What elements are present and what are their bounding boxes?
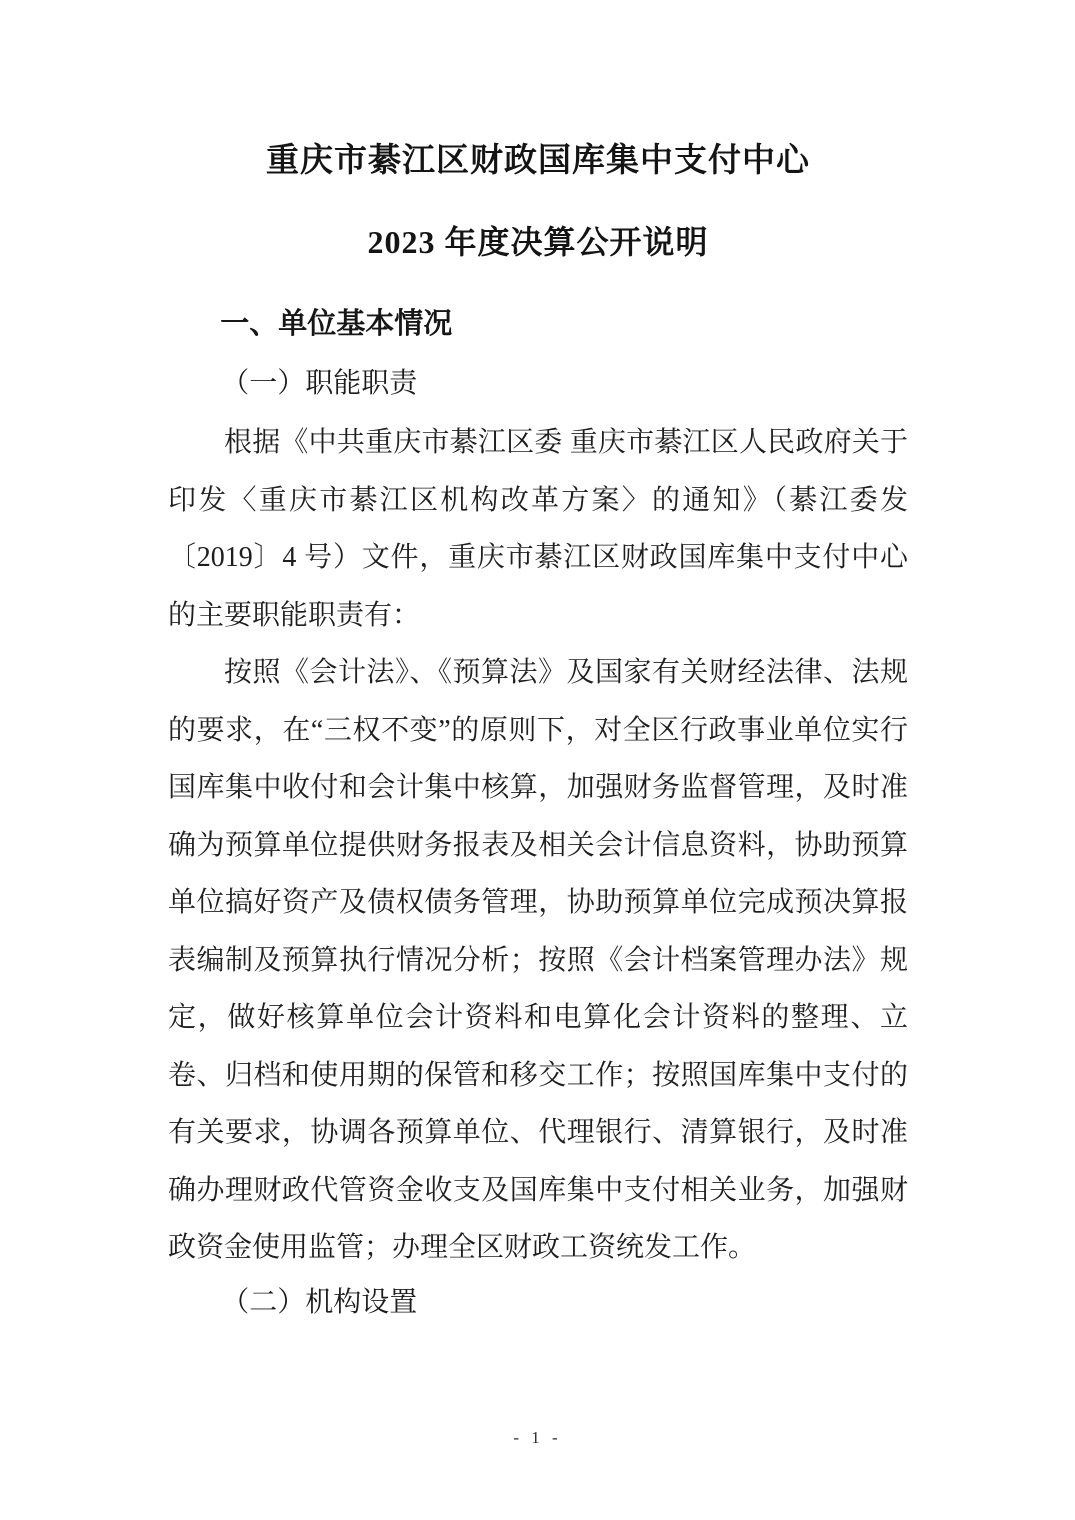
subsection-heading-functions: （一）职能职责 [221, 368, 418, 399]
paragraph-functions-basis: 根据《中共重庆市綦江区委 重庆市綦江区人民政府关于印发〈重庆市綦江区机构改革方案〉的通知》（綦江委发〔2019〕4 号）文件，重庆市綦江区财政国库集中支付中心的主要职能职责有： [168, 427, 908, 631]
document-content [0, 138, 1075, 1323]
subsection-heading-organization: （二）机构设置 [221, 1286, 418, 1318]
paragraph-functions-detail: 按照《会计法》、《预算法》及国家有关财经法律、法规的要求，在“三权不变”的原则下，对全区行政事业单位实行国库集中收付和会计集中核算，加强财务监督管理，及时准确为预算单位提供财务报表及相关会计信息资料，协助预算单位搞好资产及债权债务管理，协助预算单位完成预决算报表编制及预算执行情况分析；按照《会计档案管理办法》规定，做好核算单位会计资料和电算化会计资料的整理、立卷、归档和使用期的保管和移交工作；按照国库集中支付的有关要求，协调各预算单位、代理银行、清算银行，及时准确办理财政代管资金收支及国库集中支付相关业务，加强财政资金使用监管；办理全区财政工资统发工作。 [168, 657, 908, 1263]
document-title: 重庆市綦江区财政国库集中支付中心 [266, 143, 810, 179]
document-subtitle: 2023 年度决算公开说明 [367, 224, 709, 260]
section-heading-basic-info: 一、单位基本情况 [220, 308, 453, 340]
page-number: - 1 - [513, 1428, 562, 1447]
